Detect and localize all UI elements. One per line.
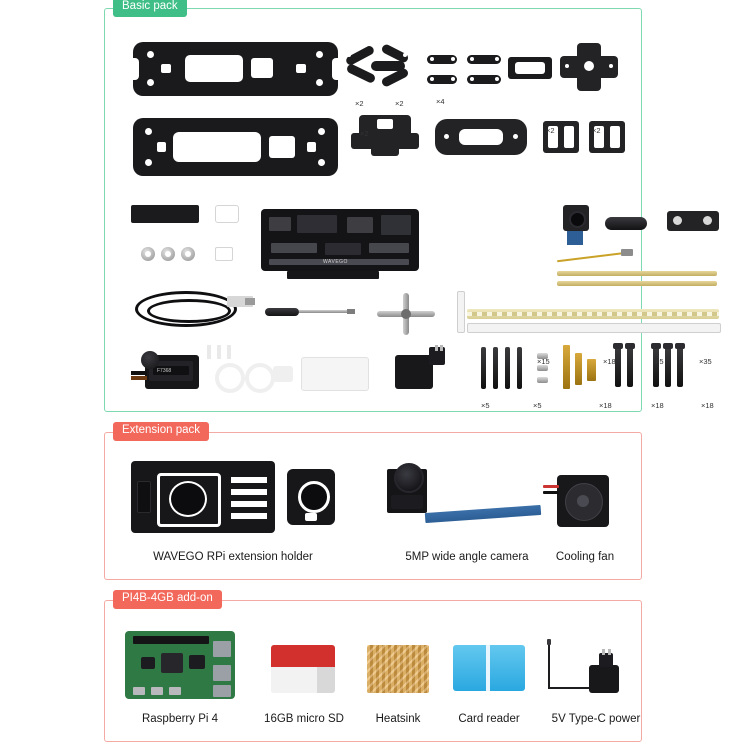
power-adapter <box>395 345 447 393</box>
flat-bracket <box>508 57 552 79</box>
cross-mount-block <box>560 43 618 91</box>
qty-hw-6: ×5 <box>533 401 542 410</box>
cross-wrench <box>377 293 435 335</box>
raspberry-pi-4-board <box>125 631 235 699</box>
section-pi4b-addon <box>104 592 642 742</box>
screwdriver <box>265 305 355 319</box>
caption-type-c-power: 5V Type-C power <box>551 713 641 725</box>
qty-leg-linkage-left: ×2 <box>355 99 364 108</box>
short-link-set <box>427 53 507 99</box>
caption-card-reader: Card reader <box>458 713 520 725</box>
wide-angle-camera <box>387 469 427 513</box>
white-small-box <box>215 205 239 223</box>
heatsink <box>367 645 429 693</box>
white-screw-set <box>207 345 243 361</box>
section-basic-pack <box>104 0 714 412</box>
caption-cooling-fan: Cooling fan <box>555 551 615 563</box>
servo-motor <box>131 349 207 395</box>
camera-ffc-small <box>567 231 583 245</box>
caption-raspberry-pi-4: Raspberry Pi 4 <box>141 713 219 725</box>
cooling-fan <box>557 475 609 527</box>
qty-hw-2: ×18 <box>603 357 616 366</box>
qty-leg-linkage-right: ×2 <box>395 99 404 108</box>
qty-center-bracket: ×2 <box>360 129 369 138</box>
caption-extension-holder: WAVEGO RPi extension holder <box>153 551 313 563</box>
rpi-extension-holder <box>131 461 275 533</box>
qty-motor-bracket-a: ×2 <box>546 126 555 135</box>
dual-socket-module <box>667 211 719 231</box>
qty-hw-3: ×5 <box>655 357 664 366</box>
qty-hw-9: ×18 <box>701 401 714 410</box>
washer-set <box>141 247 201 261</box>
caption-wide-angle-camera: 5MP wide angle camera <box>405 551 529 563</box>
camera-module-small <box>563 205 589 231</box>
servo-horn-set <box>215 357 295 391</box>
gold-strip-1 <box>557 271 717 276</box>
card-reader <box>453 645 525 691</box>
micro-sd-card <box>271 645 335 693</box>
battery-pack <box>131 205 199 223</box>
chassis-plate-top <box>133 42 338 96</box>
section-basic-pack-label: Basic pack <box>113 0 187 17</box>
led-strip <box>467 309 719 319</box>
qty-hw-4: ×35 <box>699 357 712 366</box>
chassis-plate-bottom <box>133 118 338 176</box>
qty-hw-8: ×18 <box>651 401 664 410</box>
white-long-strip <box>467 323 721 333</box>
section-pi4b-addon-label: PI4B-4GB add-on <box>113 590 222 609</box>
camera-holder-bracket <box>287 469 335 525</box>
qty-hw-7: ×18 <box>599 401 612 410</box>
qty-motor-bracket-b: ×2 <box>592 126 601 135</box>
section-extension-pack-label: Extension pack <box>113 422 209 441</box>
diffuser-strip <box>457 291 465 333</box>
caption-heatsink: Heatsink <box>375 713 421 725</box>
servo-model-label: F7368 <box>157 368 172 374</box>
qty-hw-5: ×5 <box>481 401 490 410</box>
hardware-kit <box>475 343 719 403</box>
usb-cable <box>127 287 257 329</box>
caption-micro-sd: 16GB micro SD <box>264 713 344 725</box>
section-extension-pack <box>104 424 642 580</box>
body-shell <box>435 119 527 155</box>
qty-hw-1: ×15 <box>537 357 550 366</box>
gold-strip-2 <box>557 281 717 286</box>
accessory-bag <box>301 357 369 391</box>
leg-linkage-pair-left <box>343 47 413 95</box>
qty-short-link-set: ×4 <box>436 97 445 106</box>
antenna-wire <box>557 247 649 267</box>
camera-ribbon-cable <box>425 505 541 523</box>
type-c-power-supply <box>545 631 625 697</box>
board-pin-header <box>287 271 379 279</box>
board-silkscreen: WAVEGO <box>323 259 348 265</box>
black-cylinder <box>605 217 647 230</box>
white-spacer <box>215 247 233 261</box>
wavego-driver-board <box>261 209 419 271</box>
